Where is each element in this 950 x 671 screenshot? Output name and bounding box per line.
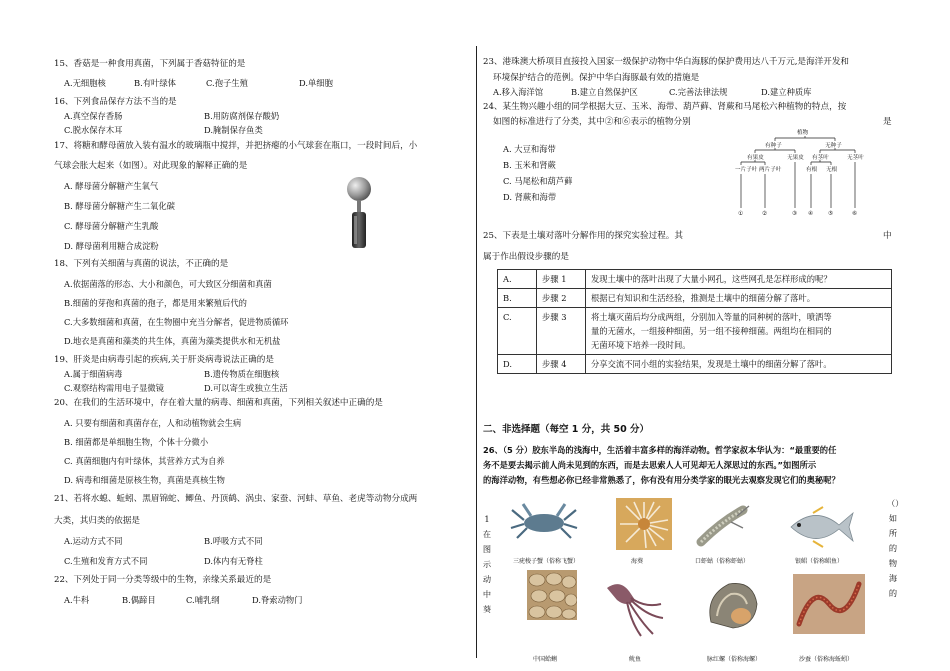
table-row xyxy=(498,308,892,355)
tree-no-stem-leaf: 无茎叶 xyxy=(847,155,864,161)
caption-pomfret: 银鲳（俗称鲳鱼） xyxy=(795,558,844,565)
tree-no-pericarp: 无果皮 xyxy=(787,155,804,161)
tree-root: 植物 xyxy=(797,130,809,136)
column-divider xyxy=(476,46,477,658)
section-title: 二、非选择题（每空 1 分，共 50 分） xyxy=(483,424,650,435)
q25-stem2: 属于作出假设步骤的是 xyxy=(483,252,569,262)
row-content xyxy=(586,270,892,289)
sandworm-image xyxy=(793,574,865,634)
q16-b: B.用防腐剂保存酸奶 xyxy=(204,111,280,121)
q23-c: C.完善法律法规 xyxy=(669,87,728,97)
q19-d: D.可以寄生或独立生活 xyxy=(204,383,288,393)
tree-node-1: ① xyxy=(738,211,744,217)
tree-has-pericarp: 有果皮 xyxy=(747,155,764,161)
caption-mantis-shrimp: 口虾蛄（俗称虾蛄） xyxy=(695,558,750,565)
q26-right-vertical-text: （）如所的物海的 xyxy=(887,498,904,598)
q21-b: B.呼吸方式不同 xyxy=(204,536,263,546)
q21-stem2: 大类，其归类的依据是 xyxy=(54,516,140,526)
row-option: C. xyxy=(498,308,537,355)
row-content xyxy=(586,355,892,374)
row-step: 步骤 3 xyxy=(537,308,586,355)
q16-a: A.真空保存香肠 xyxy=(64,111,123,121)
q23-d: D.建立种质库 xyxy=(761,87,812,97)
q25-stem1-tail: 中 xyxy=(883,231,892,241)
q15-options xyxy=(54,77,379,89)
plant-classification-tree xyxy=(735,128,875,224)
caption-clam: 中国蛤蜊 xyxy=(533,656,558,663)
q26-line3: 的海洋动物，有些想必你已经非常熟悉了，你有没有用分类学家的眼光去观察发现它们的奥秘呢？ xyxy=(483,475,840,485)
q23-stem2: 环境保护结合的范例。保护中华白海豚最有效的措施是 xyxy=(493,73,700,83)
row-option: B. xyxy=(498,289,537,308)
sea-anemone-image xyxy=(616,498,672,550)
tree-monocot: 一片子叶 xyxy=(735,167,758,173)
q23-stem1: 23、港珠澳大桥项目直接投入国家一级保护动物中华白海豚的保护费用达八千万元,是海洋开发和 xyxy=(483,57,850,67)
tree-node-4: ④ xyxy=(808,211,814,217)
row-content-line: 将土壤灭菌后均分成两组，分别加入等量的同种树的落叶，喷洒等 xyxy=(591,312,832,322)
q15-b: B.有叶绿体 xyxy=(134,78,176,88)
whelk-image xyxy=(703,576,763,632)
q25-experiment-table xyxy=(497,269,892,374)
q25-stem1: 25、下表是土壤对落叶分解作用的探究实验过程。其 xyxy=(483,231,683,241)
tree-node-6: ⑥ xyxy=(852,211,858,217)
q16-d: D.腌制保存鱼类 xyxy=(204,125,263,135)
row-content xyxy=(586,308,892,355)
q17-d: D. 酵母菌利用糖合成淀粉 xyxy=(64,241,159,251)
row-content-line: 发现土壤中的落叶出现了大量小网孔，这些网孔是怎样形成的呢？ xyxy=(591,274,832,284)
q19-c: C.观察结构需用电子显微镜 xyxy=(64,383,164,393)
q24-c: C. 马尾松和葫芦藓 xyxy=(503,176,573,186)
tree-no-seed: 无种子 xyxy=(825,143,842,149)
crab-image xyxy=(509,500,579,546)
tree-node-2: ② xyxy=(762,211,768,217)
q16-row1 xyxy=(54,110,279,122)
q19-b: B.遗传物质在细胞核 xyxy=(204,369,280,379)
tree-has-stem-leaf: 有茎叶 xyxy=(812,155,829,161)
q17-b: B. 酵母菌分解糖产生二氧化碳 xyxy=(64,201,175,211)
q17-a: A. 酵母菌分解糖产生氧气 xyxy=(64,181,159,191)
q22-d: D.脊索动物门 xyxy=(252,595,303,605)
q24-b: B. 玉米和肾蕨 xyxy=(503,160,556,170)
q15-stem: 15、香菇是一种食用真菌，下列属于香菇特征的是 xyxy=(54,59,246,69)
table-row xyxy=(498,355,892,374)
q21-c: C.生殖和发育方式不同 xyxy=(64,556,148,566)
row-step: 步骤 4 xyxy=(537,355,586,374)
balloon-bottle-figure xyxy=(344,176,374,250)
q18-c: C.大多数细菌和真菌，在生物圈中充当分解者，促进物质循环 xyxy=(64,317,289,327)
q21-d: D.体内有无脊柱 xyxy=(204,556,263,566)
row-option: A. xyxy=(498,270,537,289)
clam-image xyxy=(527,570,577,620)
q22-a: A.牛科 xyxy=(64,595,90,605)
tree-has-seed: 有种子 xyxy=(765,143,782,149)
q24-d: D. 肾蕨和海带 xyxy=(503,192,557,202)
row-option: D. xyxy=(498,355,537,374)
row-content-line: 分享交流不同小组的实验结果，发现是土壤中的细菌分解了落叶。 xyxy=(591,359,832,369)
table-row xyxy=(498,270,892,289)
q19-row1 xyxy=(54,368,279,380)
q26-line2: 务不是要去揭示前人尚未见到的东西，而是去思索人人可见却无人深思过的东西。”如图所示 xyxy=(483,460,817,470)
q21-stem1: 21、若将水螅、蚯蚓、黑眉锦蛇、鲫鱼、丹顶鹤、涡虫、家蚕、河蚌、草鱼、老虎等动物分成两 xyxy=(54,494,418,504)
q16-row2 xyxy=(54,124,263,136)
row-step: 步骤 1 xyxy=(537,270,586,289)
q24-stem2: 如图的标准进行了分类，其中②和⑥表示的植物分别 xyxy=(493,117,691,127)
caption-sandworm: 沙蚕（俗称海蚯蚓） xyxy=(799,656,854,663)
table-row xyxy=(498,289,892,308)
tree-no-root: 无根 xyxy=(826,167,838,173)
q20-a: A. 只要有细菌和真菌存在，人和动植物就会生病 xyxy=(64,418,242,428)
q16-c: C.脱水保存木耳 xyxy=(64,125,123,135)
q18-a: A.依据菌落的形态、大小和颜色，可大致区分细菌和真菌 xyxy=(64,279,272,289)
q21-a: A.运动方式不同 xyxy=(64,536,123,546)
q20-stem: 20、在我们的生活环境中，存在着大量的病毒、细菌和真菌，下列相关叙述中正确的是 xyxy=(54,398,383,408)
q21-row1 xyxy=(54,535,263,547)
q18-stem: 18、下列有关细菌与真菌的说法，不正确的是 xyxy=(54,259,229,269)
q23-options xyxy=(493,86,843,98)
q23-b: B.建立自然保护区 xyxy=(571,87,638,97)
row-content-line: 根据已有知识和生活经验，推测是土壤中的细菌分解了落叶。 xyxy=(591,293,816,303)
row-content xyxy=(586,289,892,308)
q22-options xyxy=(54,594,302,606)
tree-has-root: 有根 xyxy=(806,167,818,173)
squid-image xyxy=(601,578,667,638)
q19-a: A.属于细菌病毒 xyxy=(64,369,123,379)
q22-stem: 22、下列处于同一分类等级中的生物，亲缘关系最近的是 xyxy=(54,575,272,585)
q23-a: A.移入海洋馆 xyxy=(493,87,544,97)
q15-c: C.孢子生殖 xyxy=(206,78,248,88)
q18-d: D.地衣是真菌和藻类的共生体，真菌为藻类提供水和无机盐 xyxy=(64,336,281,346)
q18-b: B.细菌的芽孢和真菌的孢子，都是用来繁殖后代的 xyxy=(64,298,247,308)
caption-sea-anemone: 海葵 xyxy=(631,558,644,565)
q26-line1: 26、（5 分）胶东半岛的浅海中，生活着丰富多样的海洋动物。哲学家叔本华认为：“最重要的任 xyxy=(483,445,837,455)
pomfret-image xyxy=(785,505,855,549)
q24-stem2-tail: 是 xyxy=(883,117,892,127)
q24-a: A. 大豆和海带 xyxy=(503,144,556,154)
q22-c: C.哺乳纲 xyxy=(186,595,220,605)
mantis-shrimp-image xyxy=(691,502,751,550)
caption-whelk: 脉红螺（俗称海螺） xyxy=(707,656,762,663)
row-content-line: 无菌环境下培养一段时间。 xyxy=(591,340,691,350)
q17-stem1: 17、将糖和酵母菌放入装有温水的玻璃瓶中搅拌，并把挤瘪的小气球套在瓶口，一段时间后，小 xyxy=(54,141,418,151)
q21-row2 xyxy=(54,555,263,567)
q22-b: B.偶蹄目 xyxy=(122,595,156,605)
tree-node-5: ⑤ xyxy=(828,211,834,217)
caption-squid: 鱿鱼 xyxy=(629,656,642,663)
q17-stem2: 气球会胀大起来（如图）。对此现象的解释正确的是 xyxy=(54,161,248,171)
q17-c: C. 酵母菌分解糖产生乳酸 xyxy=(64,221,159,231)
q15-a: A.无细胞核 xyxy=(64,78,106,88)
q20-b: B. 细菌都是单细胞生物，个体十分微小 xyxy=(64,437,209,447)
caption-crab: 三疣梭子蟹（俗称飞蟹） xyxy=(513,558,580,565)
row-step: 步骤 2 xyxy=(537,289,586,308)
tree-dicot: 两片子叶 xyxy=(759,167,782,173)
q19-stem: 19、肝炎是由病毒引起的疾病,关于肝炎病毒说法正确的是 xyxy=(54,355,274,365)
row-content-line: 量的无菌水，一组接种细菌，另一组不接种细菌。两组均在相同的 xyxy=(591,326,832,336)
tree-node-3: ③ xyxy=(792,211,798,217)
q16-stem: 16、下列食品保存方法不当的是 xyxy=(54,97,177,107)
q20-c: C. 真菌细胞内有叶绿体，其营养方式为自养 xyxy=(64,456,225,466)
q24-stem1: 24、某生物兴趣小组的同学根据大豆、玉米、海带、葫芦藓、肾蕨和马尾松六种植物的特点，按 xyxy=(483,102,847,112)
q19-row2 xyxy=(54,382,288,394)
q15-d: D.单细胞 xyxy=(299,78,333,88)
q20-d: D. 病毒和细菌是原核生物，真菌是真核生物 xyxy=(64,475,225,485)
q26-left-vertical-text: 1在图示动中葵 xyxy=(482,514,492,614)
